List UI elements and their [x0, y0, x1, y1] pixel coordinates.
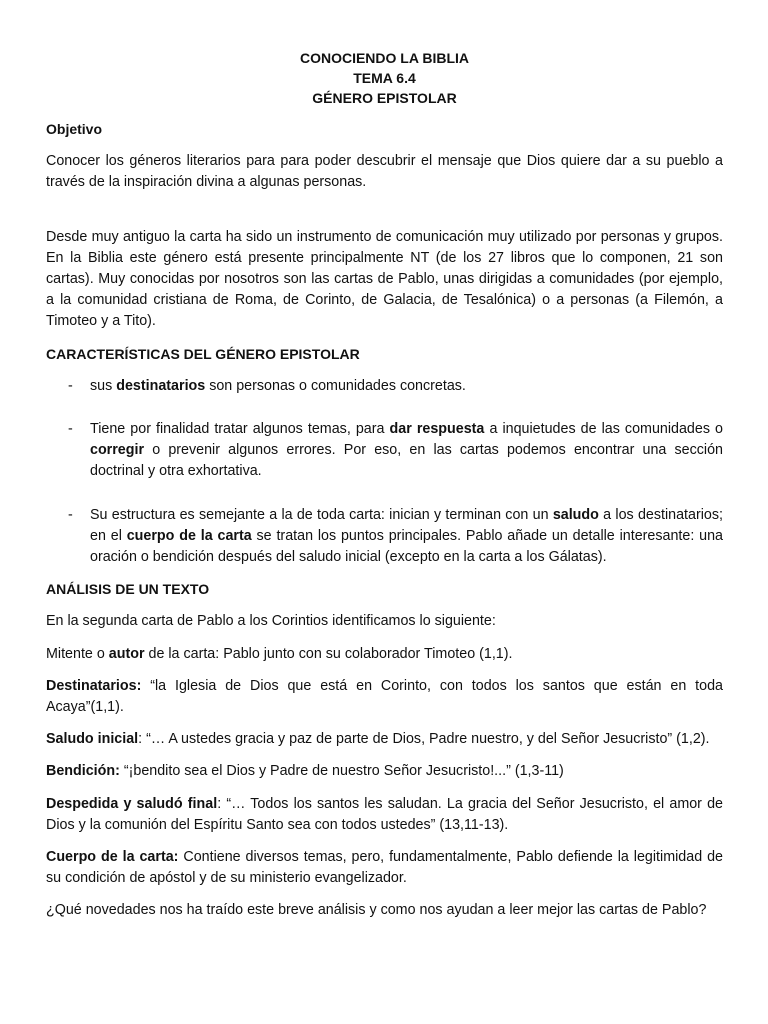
characteristics-heading: CARACTERÍSTICAS DEL GÉNERO EPISTOLAR — [46, 345, 360, 362]
item-text: “¡bendito sea el Dios y Padre de nuestro Señor Jesucristo!...” (1,3-11) — [119, 763, 564, 780]
item-text: sus — [90, 377, 117, 394]
title-line-2: TEMA 6.4 — [353, 70, 416, 86]
list-dash: - — [68, 506, 73, 523]
item-text: Su estructura es semejante a la de toda carta: inician y terminan con un — [90, 506, 553, 523]
list-dash: - — [68, 421, 73, 438]
characteristics-list — [46, 376, 723, 568]
item-text: Tiene por finalidad tratar algunos temas, para — [90, 421, 390, 438]
analysis-recipients — [46, 676, 723, 718]
characteristic-item-purpose — [46, 419, 723, 483]
document-title-block — [46, 48, 723, 108]
item-text: : “… Todos los santos les saludan. La gracia del Señor Jesucristo, el amor de Dios y la comunión del Espíritu Santo sea con todos ustedes” (13,11-13). — [46, 795, 723, 833]
title-line-1: CONOCIENDO LA BIBLIA — [299, 50, 470, 66]
item-text: a inquietudes de las comunidades o — [484, 421, 723, 438]
item-label: Cuerpo de la carta: — [46, 849, 179, 866]
characteristic-item-recipients — [46, 376, 723, 397]
item-bold-text: cuerpo de la carta — [126, 527, 252, 544]
analysis-farewell — [46, 794, 723, 836]
list-dash: - — [68, 377, 73, 394]
item-text: a los destinatarios; en el — [90, 506, 723, 544]
analysis-blessing — [46, 761, 723, 782]
objective-heading: Objetivo — [46, 121, 103, 137]
analysis-body — [46, 847, 723, 889]
analysis-heading: ANÁLISIS DE UN TEXTO — [46, 581, 210, 598]
item-bold-text: corregir — [90, 442, 145, 459]
title-line-3: GÉNERO EPISTOLAR — [312, 90, 457, 106]
document-page — [46, 48, 723, 922]
item-text: Contiene diversos temas, pero, fundamentalmente, Pablo defiende la legitimidad de su condición de apóstol y de su ministerio evangelizador. — [46, 849, 723, 887]
analysis-greeting — [46, 729, 723, 750]
item-text: : “… A ustedes gracia y paz de parte de Dios, Padre nuestro, y del Señor Jesucristo” (1,2). — [138, 731, 710, 748]
item-text: se tratan los puntos principales. Pablo añade un detalle interesante: una oración o bendición después del saludo inicial (excepto en la carta a los Gálatas). — [90, 527, 723, 566]
analysis-intro: En la segunda carta de Pablo a los Corintios identificamos lo siguiente: — [46, 613, 496, 630]
item-bold-text: destinatarios — [116, 377, 206, 394]
item-text: son personas o comunidades concretas. — [205, 377, 466, 394]
analysis-sender — [46, 644, 723, 665]
item-text: o prevenir algunos errores. Por eso, en las cartas podemos encontrar una sección doctrinal y otra exhortativa. — [90, 442, 723, 480]
item-label: Saludo inicial — [46, 731, 139, 748]
item-text: “la Iglesia de Dios que está en Corinto, con todos los santos que están en toda Acaya”(1,1). — [46, 677, 723, 716]
item-bold-text: saludo — [552, 506, 599, 523]
item-text: de la carta: Pablo junto con su colaborador Timoteo (1,1). — [144, 645, 513, 662]
item-bold-text: dar respuesta — [389, 421, 485, 438]
intro-paragraph: Desde muy antiguo la carta ha sido un instrumento de comunicación muy utilizado por personas y grupos. En la Biblia este género está presente principalmente NT (de los 27 libros que lo componen, 21 son cartas). Muy conocidas por nosotros son las cartas de Pablo, unas dirigidas a comunidades (por ejemplo, a la comunidad cristiana de Roma, de Corinto, de Galacia, de Tesalónica) o a personas (a Filemón, a Timoteo y a Tito). — [46, 228, 723, 330]
item-text: Mitente o — [46, 645, 109, 662]
item-label: Destinatarios: — [46, 677, 142, 694]
characteristic-item-structure — [46, 505, 723, 569]
item-label: Despedida y saludó final — [46, 795, 218, 812]
objective-text: Conocer los géneros literarios para para poder descubrir el mensaje que Dios quiere dar a su pueblo a través de la inspiración divina a algunas personas. — [46, 153, 723, 191]
analysis-question: ¿Qué novedades nos ha traído este breve análisis y como nos ayudan a leer mejor las cartas de Pablo? — [46, 902, 707, 919]
item-bold-text: autor — [108, 645, 145, 662]
item-label: Bendición: — [46, 763, 120, 780]
